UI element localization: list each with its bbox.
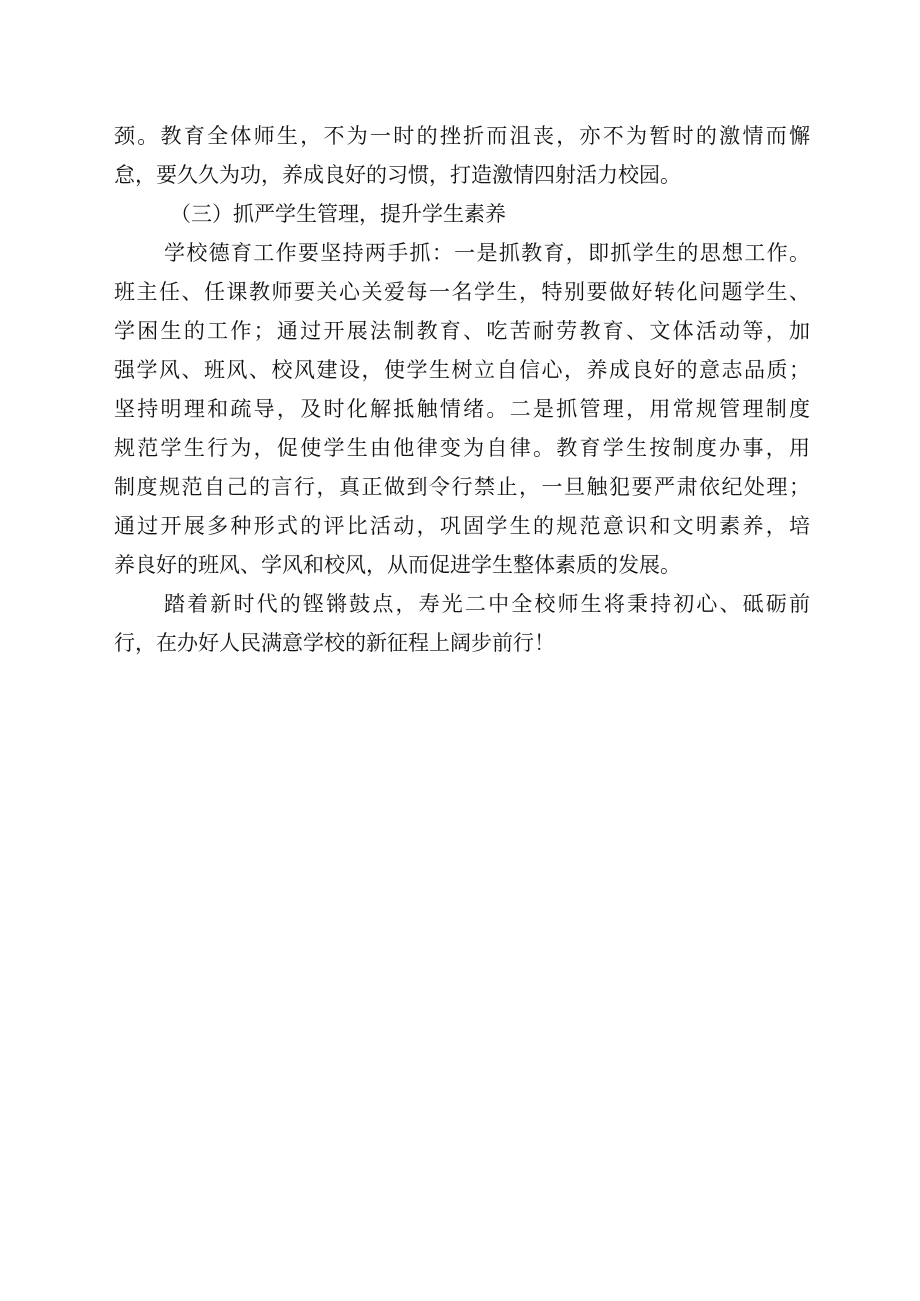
section-heading bbox=[114, 195, 810, 234]
document-body bbox=[114, 117, 810, 663]
text-line: 学困生的工作；通过开展法制教育、吃苦耐劳教育、文体活动等，加 bbox=[114, 319, 810, 343]
text-line: 学校德育工作要坚持两手抓：一是抓教育，即抓学生的思想工作。 bbox=[164, 241, 810, 265]
paragraph-student-management bbox=[114, 234, 810, 585]
section-heading-text: （三）抓严学生管理，提升学生素养 bbox=[170, 202, 506, 226]
text-line: 班主任、任课教师要关心关爱每一名学生，特别要做好转化问题学生、 bbox=[114, 280, 810, 304]
text-line: 强学风、班风、校风建设，使学生树立自信心，养成良好的意志品质； bbox=[114, 358, 810, 382]
text-line: 规范学生行为，促使学生由他律变为自律。教育学生按制度办事，用 bbox=[114, 436, 810, 460]
paragraph-continuation bbox=[114, 117, 810, 195]
text-line: 养良好的班风、学风和校风，从而促进学生整体素质的发展。 bbox=[114, 553, 681, 577]
text-line: 踏着新时代的铿锵鼓点，寿光二中全校师生将秉持初心、砥砺前 bbox=[164, 592, 810, 616]
text-line: 颈。教育全体师生，不为一时的挫折而沮丧，亦不为暂时的激情而懈 bbox=[114, 124, 810, 148]
text-line: 行，在办好人民满意学校的新征程上阔步前行！ bbox=[114, 631, 555, 655]
text-line: 坚持明理和疏导，及时化解抵触情绪。二是抓管理，用常规管理制度 bbox=[114, 397, 810, 421]
text-line: 制度规范自己的言行，真正做到令行禁止，一旦触犯要严肃依纪处理； bbox=[114, 475, 810, 499]
text-line: 通过开展多种形式的评比活动，巩固学生的规范意识和文明素养，培 bbox=[114, 514, 810, 538]
text-line: 怠，要久久为功，养成良好的习惯，打造激情四射活力校园。 bbox=[114, 163, 681, 187]
paragraph-conclusion bbox=[114, 585, 810, 663]
